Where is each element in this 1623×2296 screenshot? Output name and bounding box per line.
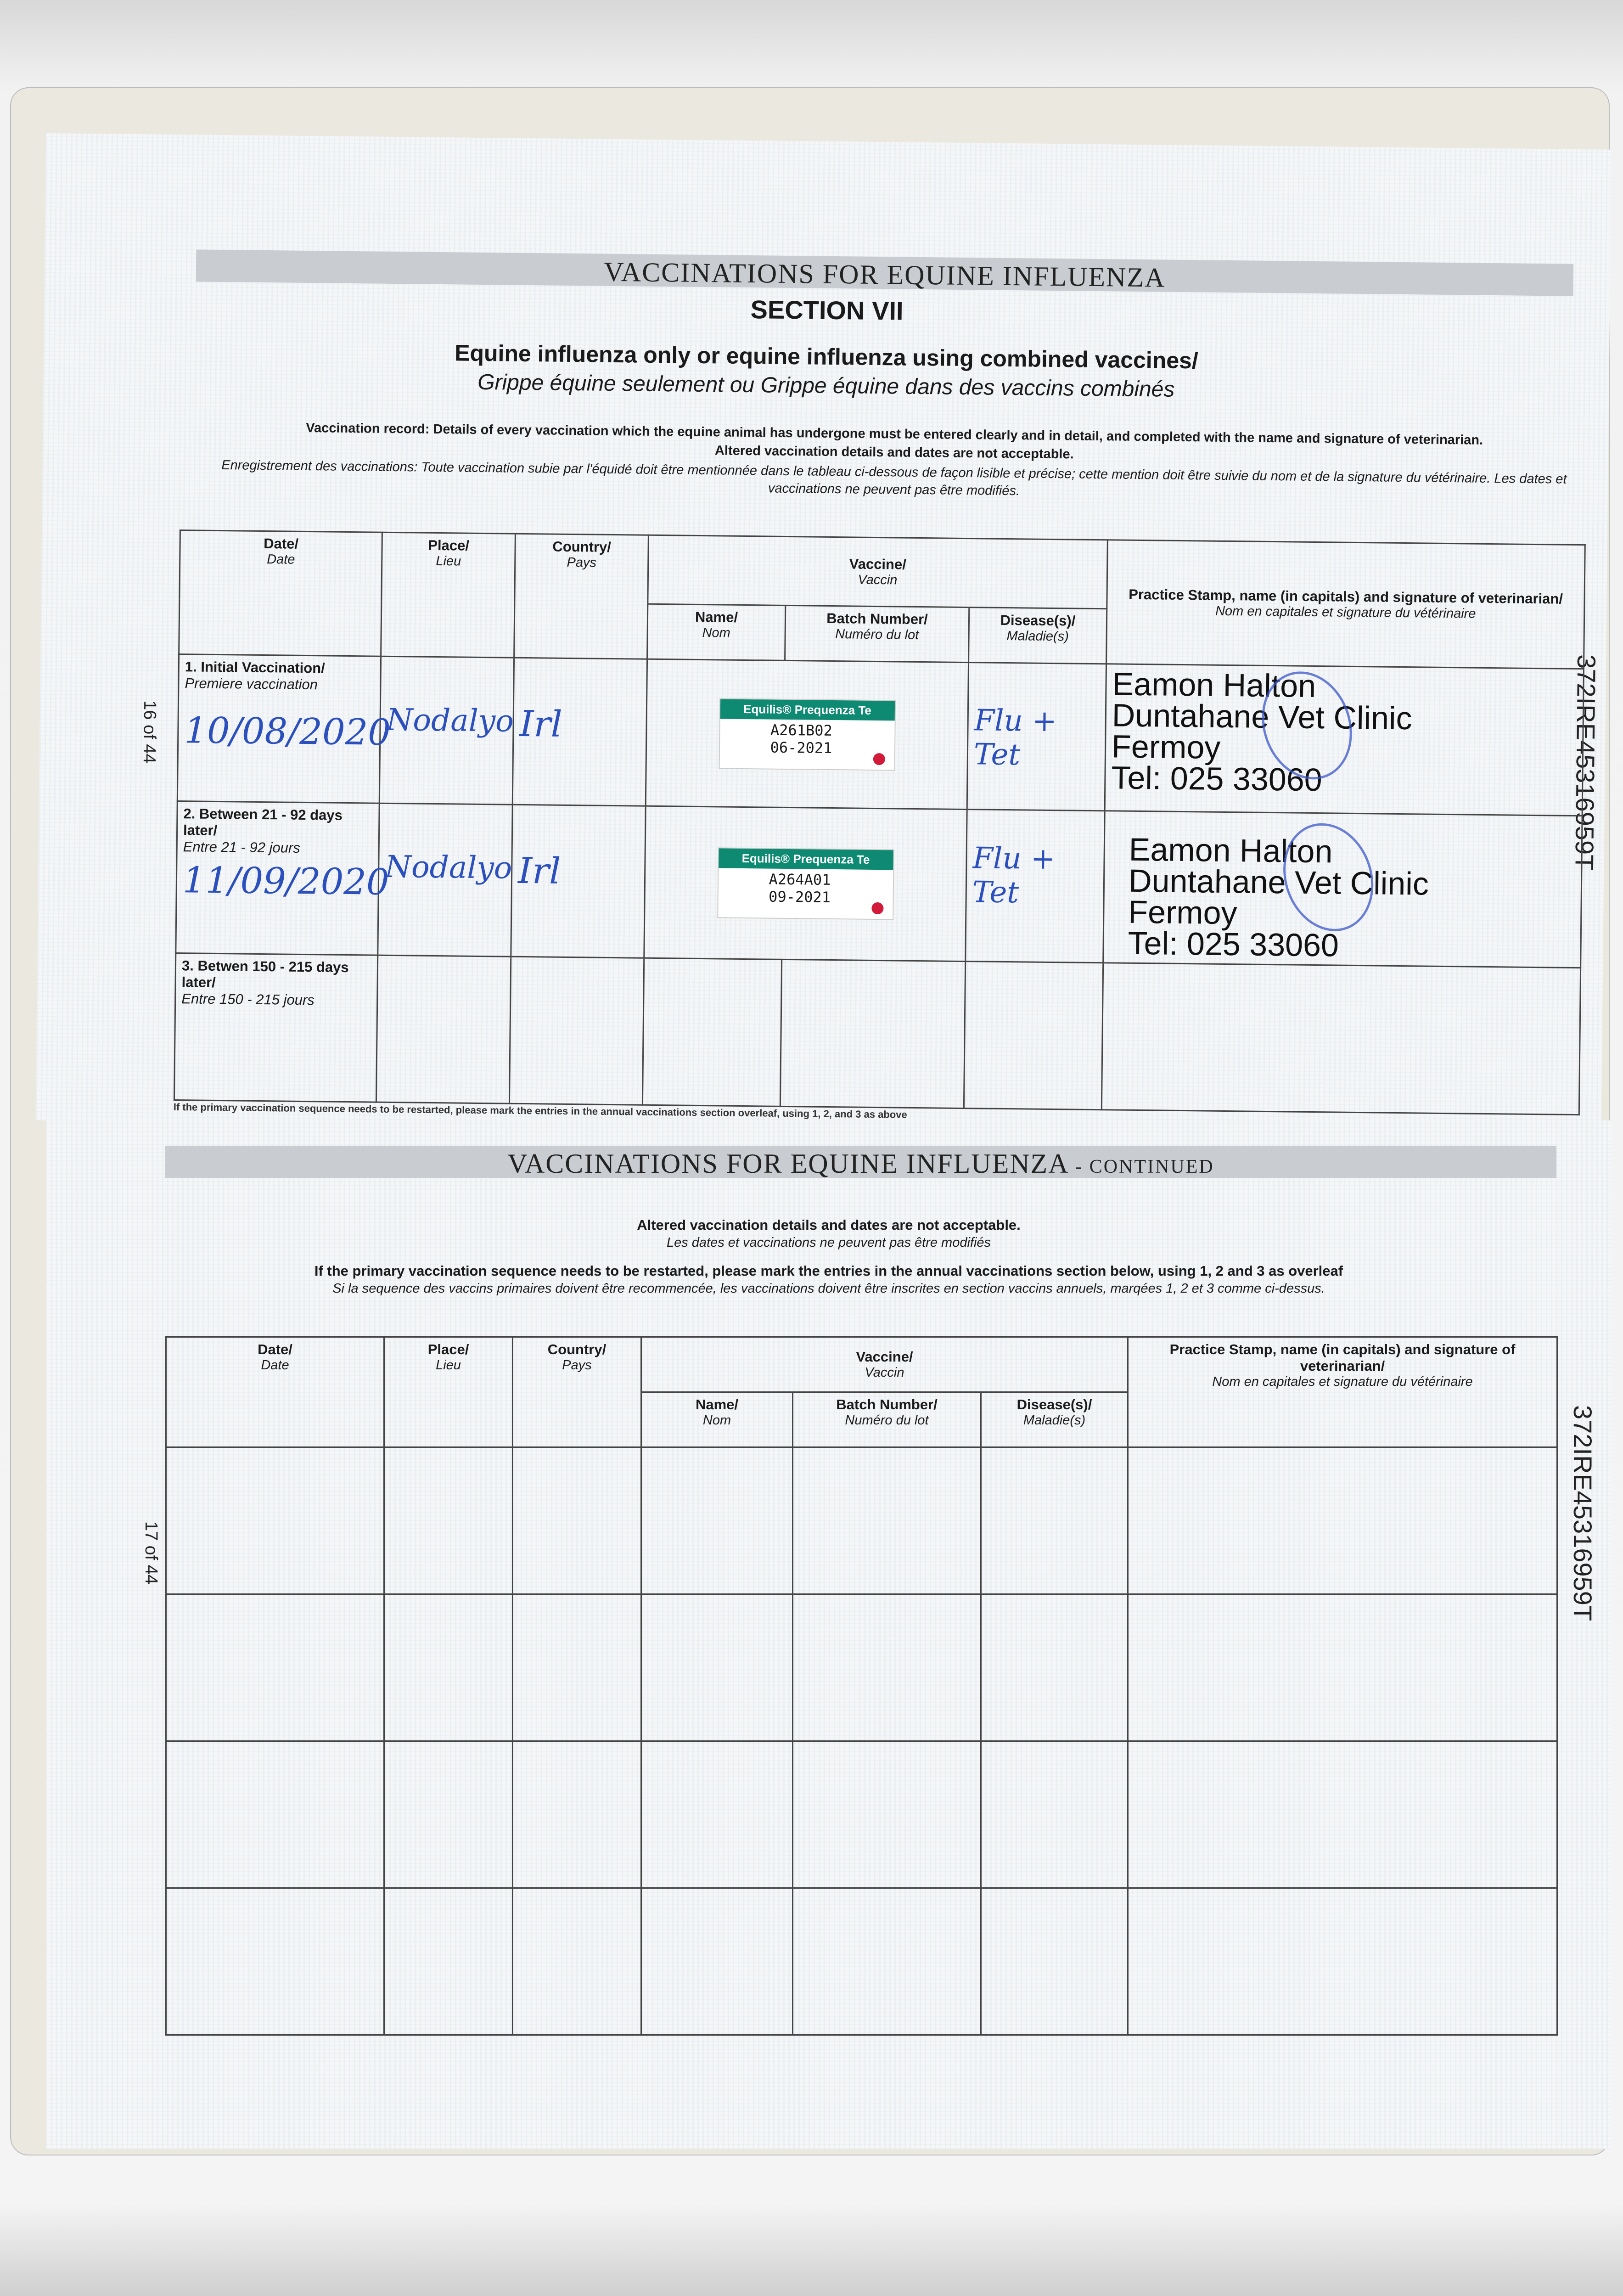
- header-vaccine: Vaccine/ Vaccin: [648, 535, 1108, 608]
- vet-tel: Tel: 025 33060: [1111, 760, 1323, 798]
- header-stamp: Practice Stamp, name (in capitals) and signature of veterinarian/ Nom en capitales et signature du vétérinaire: [1106, 540, 1585, 669]
- batch-expiry: 06-2021: [770, 738, 832, 757]
- altered-en: Altered vaccination details and dates are not acceptable.: [637, 1217, 1021, 1233]
- restart-en: If the primary vaccination sequence needs to be restarted, please mark the entries in the annual vaccinations section below, using 1, 2 and 3 as overleaf: [314, 1263, 1343, 1279]
- stamp-cell: [1105, 664, 1584, 816]
- row-label: 2. Between 21 - 92 days later/ Entre 21 - 92 jours: [183, 805, 343, 856]
- row-date-cell: [176, 801, 390, 956]
- header-disease: Disease(s)/ Maladie(s): [981, 1392, 1128, 1447]
- page-title: VACCINATIONS FOR EQUINE INFLUENZA - CONTINUED: [507, 1148, 1214, 1179]
- vet-stamp: [1111, 668, 1578, 798]
- handwritten-disease: Flu + Tet: [972, 841, 1056, 910]
- handwritten-country: Irl: [519, 703, 563, 745]
- vet-town: Fermoy: [1111, 728, 1221, 765]
- handwritten-place: Nodalyo: [386, 702, 514, 739]
- header-vaccine: Vaccine/ Vaccin: [641, 1337, 1128, 1392]
- title-band: [196, 249, 1574, 296]
- header-batch: Batch Number/ Numéro du lot: [785, 605, 969, 662]
- row-date-cell: [177, 654, 391, 804]
- handwritten-disease: Flu + Tet: [973, 703, 1057, 772]
- row-label: 3. Betwen 150 - 215 days later/ Entre 150 - 215 jours: [181, 957, 349, 1008]
- place-cell: [379, 656, 514, 805]
- batch-expiry: 09-2021: [768, 888, 831, 906]
- country-cell: [511, 805, 646, 958]
- vaccine-brand: Equilis® Prequenza Te: [719, 848, 893, 870]
- vaccine-sticker: [719, 698, 896, 771]
- header-batch: Batch Number/ Numéro du lot: [793, 1392, 981, 1447]
- page-title: VACCINATIONS FOR EQUINE INFLUENZA: [603, 256, 1166, 293]
- table-row: [174, 953, 1580, 1115]
- horse-id-number: 372IRE45316959T: [1570, 654, 1601, 871]
- page-number: 16 of 44: [139, 700, 160, 764]
- disease-cell: [967, 663, 1106, 811]
- row-label: 1. Initial Vaccination/ Premiere vaccination: [185, 658, 325, 693]
- vet-tel: Tel: 025 33060: [1128, 925, 1339, 963]
- table-row: [166, 1888, 1557, 2035]
- table-row: [166, 1741, 1557, 1888]
- vaccine-brand: Equilis® Prequenza Te: [720, 699, 894, 720]
- handwritten-country: Irl: [517, 850, 561, 892]
- page-17: [46, 1120, 1612, 2149]
- vaccine-label-cell: [644, 806, 967, 961]
- row-date-cell: [174, 953, 377, 1103]
- restart-footnote: If the primary vaccination sequence needs to be restarted, please mark the entries in the annual vaccinations section overleaf, using 1, 2, and 3 as above: [173, 1101, 907, 1120]
- vet-stamp: [1109, 815, 1576, 963]
- handwritten-date: 10/08/2020: [184, 710, 391, 754]
- batch-lot: A264A01: [769, 870, 831, 889]
- vet-name: Eamon Halton: [1112, 666, 1316, 704]
- stamp-cell: [1103, 811, 1582, 968]
- subtitle-fr: Grippe équine seulement ou Grippe équine dans des vaccins combinés: [477, 370, 1175, 402]
- title-suffix: - CONTINUED: [1075, 1156, 1214, 1177]
- handwritten-place: Nodalyo: [384, 849, 512, 886]
- table-row: [177, 654, 1584, 816]
- header-country: Country/ Pays: [513, 1337, 641, 1447]
- header-disease: Disease(s)/ Maladie(s): [969, 608, 1107, 664]
- header-country: Country/ Pays: [514, 534, 649, 659]
- vet-clinic: Duntahane Vet Clinic: [1128, 862, 1429, 902]
- vet-town: Fermoy: [1128, 894, 1238, 931]
- table-row: [166, 1447, 1557, 1594]
- subtitle-en: Equine influenza only or equine influenza using combined vaccines/: [454, 340, 1199, 374]
- batch-lot: A261B02: [770, 721, 833, 739]
- country-cell: [512, 658, 647, 806]
- record-en: Vaccination record: Details of every vaccination which the equine animal has undergone must be entered clearly and in detail, and completed with the name and signature of veterinarian.: [306, 420, 1483, 448]
- vaccination-table-continued: [165, 1336, 1558, 2036]
- vet-clinic: Duntahane Vet Clinic: [1112, 697, 1413, 737]
- vet-name: Eamon Halton: [1129, 831, 1333, 870]
- header-name: Name/ Nom: [641, 1392, 793, 1447]
- header-place: Place/ Lieu: [381, 532, 516, 658]
- header-place: Place/ Lieu: [384, 1337, 513, 1447]
- title-band: [165, 1146, 1556, 1178]
- header-stamp: Practice Stamp, name (in capitals) and signature of veterinarian/ Nom en capitales et signature du vétérinaire: [1128, 1337, 1557, 1447]
- place-cell: [378, 803, 512, 957]
- record-fr: Enregistrement des vaccinations: Toute vaccination subie par l'équidé doit être mentionnée dans le tableau ci-dessous de façon lisible et précise; cette mention doit être suivie du nom et de la signature du vétérinaire. Les dates et vaccinations ne peuvent pas être modifiés.: [221, 458, 1567, 499]
- sticker-dot: [873, 753, 885, 765]
- disease-cell: [966, 810, 1105, 963]
- altered-en: Altered vaccination details and dates are not acceptable.: [714, 443, 1074, 462]
- page-number: 17 of 44: [141, 1521, 161, 1585]
- vaccination-table: [174, 529, 1586, 1115]
- vaccine-label-cell: [646, 659, 968, 809]
- table-row: [166, 1594, 1557, 1741]
- header-date: Date/ Date: [179, 530, 382, 657]
- header-name: Name/ Nom: [647, 604, 786, 660]
- table-row: [176, 801, 1582, 968]
- handwritten-date: 11/09/2020: [182, 860, 390, 903]
- sticker-dot: [871, 902, 883, 914]
- vaccine-sticker: [717, 847, 894, 920]
- section-title: SECTION VII: [750, 295, 904, 326]
- restart-fr: Si la sequence des vaccins primaires doivent être recommencée, les vaccinations doivent être inscrites en section vaccins annuels, marqées 1, 2 et 3 comme ci-dessus.: [332, 1281, 1325, 1296]
- header-date: Date/ Date: [166, 1337, 384, 1447]
- page-16: [35, 133, 1611, 1137]
- horse-id-number: 372IRE45316959T: [1568, 1405, 1597, 1621]
- altered-fr: Les dates et vaccinations ne peuvent pas être modifiés: [666, 1235, 991, 1250]
